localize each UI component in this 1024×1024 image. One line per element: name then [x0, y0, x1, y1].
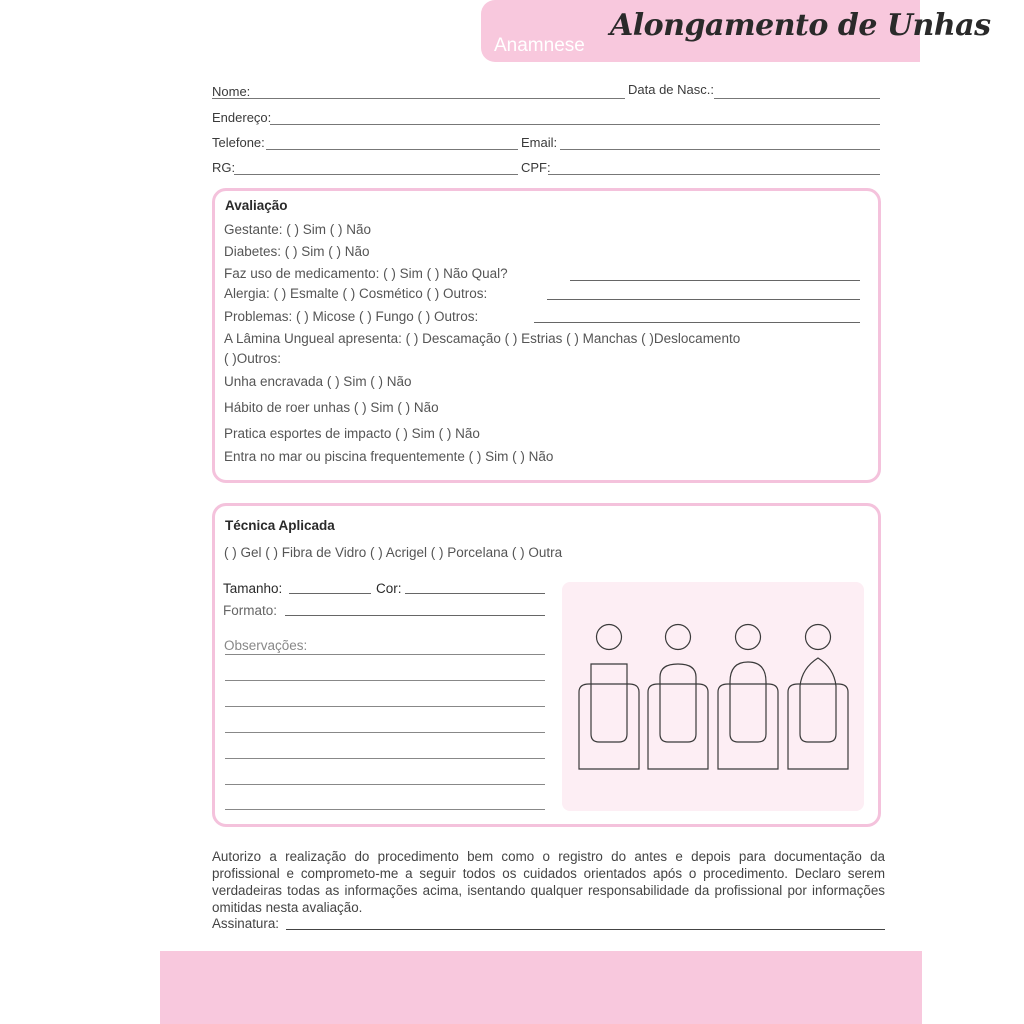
field-email[interactable]	[560, 149, 880, 150]
field-cpf[interactable]	[548, 174, 880, 175]
footer-band	[160, 951, 922, 1024]
label-email: Email:	[521, 135, 558, 150]
label-observacoes: Observações:	[224, 638, 308, 653]
label-nome: Nome:	[212, 84, 251, 99]
label-assinatura: Assinatura:	[212, 916, 279, 931]
q-diabetes[interactable]: Diabetes: ( ) Sim ( ) Não	[224, 244, 370, 259]
medicamento-line[interactable]	[570, 280, 860, 281]
nail-shape-round[interactable]	[648, 625, 708, 770]
obs-line[interactable]	[225, 784, 545, 785]
q-lamina[interactable]: A Lâmina Ungueal apresenta: ( ) Descamação ( ) Estrias ( ) Manchas ( )Deslocamento	[224, 331, 741, 346]
q-roer[interactable]: Hábito de roer unhas ( ) Sim ( ) Não	[224, 400, 439, 415]
q-encravada[interactable]: Unha encravada ( ) Sim ( ) Não	[224, 374, 412, 389]
label-rg: RG:	[212, 160, 236, 175]
form-subtitle: Anamnese	[494, 35, 585, 56]
q-medicamento[interactable]: Faz uso de medicamento: ( ) Sim ( ) Não Qual?	[224, 266, 508, 281]
field-rg[interactable]	[234, 174, 518, 175]
nail-shape-square[interactable]	[579, 625, 639, 770]
nail-shapes-panel	[562, 582, 864, 811]
nail-shapes-illustration	[562, 582, 864, 811]
obs-line[interactable]	[225, 758, 545, 759]
obs-line[interactable]	[225, 706, 545, 707]
label-tamanho: Tamanho:	[223, 581, 283, 596]
q-lamina-outros[interactable]: ( )Outros:	[224, 351, 282, 366]
label-cor: Cor:	[376, 581, 402, 596]
q-mar[interactable]: Entra no mar ou piscina frequentemente ( ) Sim ( ) Não	[224, 449, 554, 464]
field-nome[interactable]	[212, 98, 625, 99]
label-endereco: Endereço:	[212, 110, 272, 125]
obs-line[interactable]	[225, 809, 545, 810]
field-endereco[interactable]	[270, 124, 880, 125]
consent-text: Autorizo a realização do procedimento bem como o registro do antes e depois para documentação da profissional e comprometo-me a seguir todos os cuidados orientados após o procedimento. Declaro serem verdadeiras todas as informações acima, isentando qualquer responsabilidade da profissional por informações omitidas nesta avaliação.	[212, 849, 885, 915]
problemas-line[interactable]	[534, 322, 860, 323]
tecnica-title: Técnica Aplicada	[225, 518, 335, 533]
label-data-nasc: Data de Nasc.:	[628, 82, 714, 97]
alergia-line[interactable]	[547, 299, 860, 300]
form-title: Alongamento de Unhas	[610, 8, 991, 43]
field-formato[interactable]	[285, 615, 545, 616]
tecnica-options[interactable]: ( ) Gel ( ) Fibra de Vidro ( ) Acrigel ( ) Porcelana ( ) Outra	[224, 545, 563, 560]
label-telefone: Telefone:	[212, 135, 265, 150]
obs-line[interactable]	[225, 680, 545, 681]
field-cor[interactable]	[405, 593, 545, 594]
label-cpf: CPF:	[521, 160, 551, 175]
q-esportes[interactable]: Pratica esportes de impacto ( ) Sim ( ) Não	[224, 426, 480, 441]
field-assinatura[interactable]	[286, 929, 885, 930]
obs-line[interactable]	[225, 654, 545, 655]
q-alergia[interactable]: Alergia: ( ) Esmalte ( ) Cosmético ( ) Outros:	[224, 286, 488, 301]
field-data-nasc[interactable]	[714, 98, 880, 99]
label-formato: Formato:	[223, 603, 278, 618]
obs-line[interactable]	[225, 732, 545, 733]
nail-shape-almond[interactable]	[788, 625, 848, 770]
avaliacao-title: Avaliação	[225, 198, 288, 213]
q-gestante[interactable]: Gestante: ( ) Sim ( ) Não	[224, 222, 372, 237]
nail-shape-oval[interactable]	[718, 625, 778, 770]
q-problemas[interactable]: Problemas: ( ) Micose ( ) Fungo ( ) Outros:	[224, 309, 479, 324]
field-telefone[interactable]	[266, 149, 518, 150]
field-tamanho[interactable]	[289, 593, 371, 594]
